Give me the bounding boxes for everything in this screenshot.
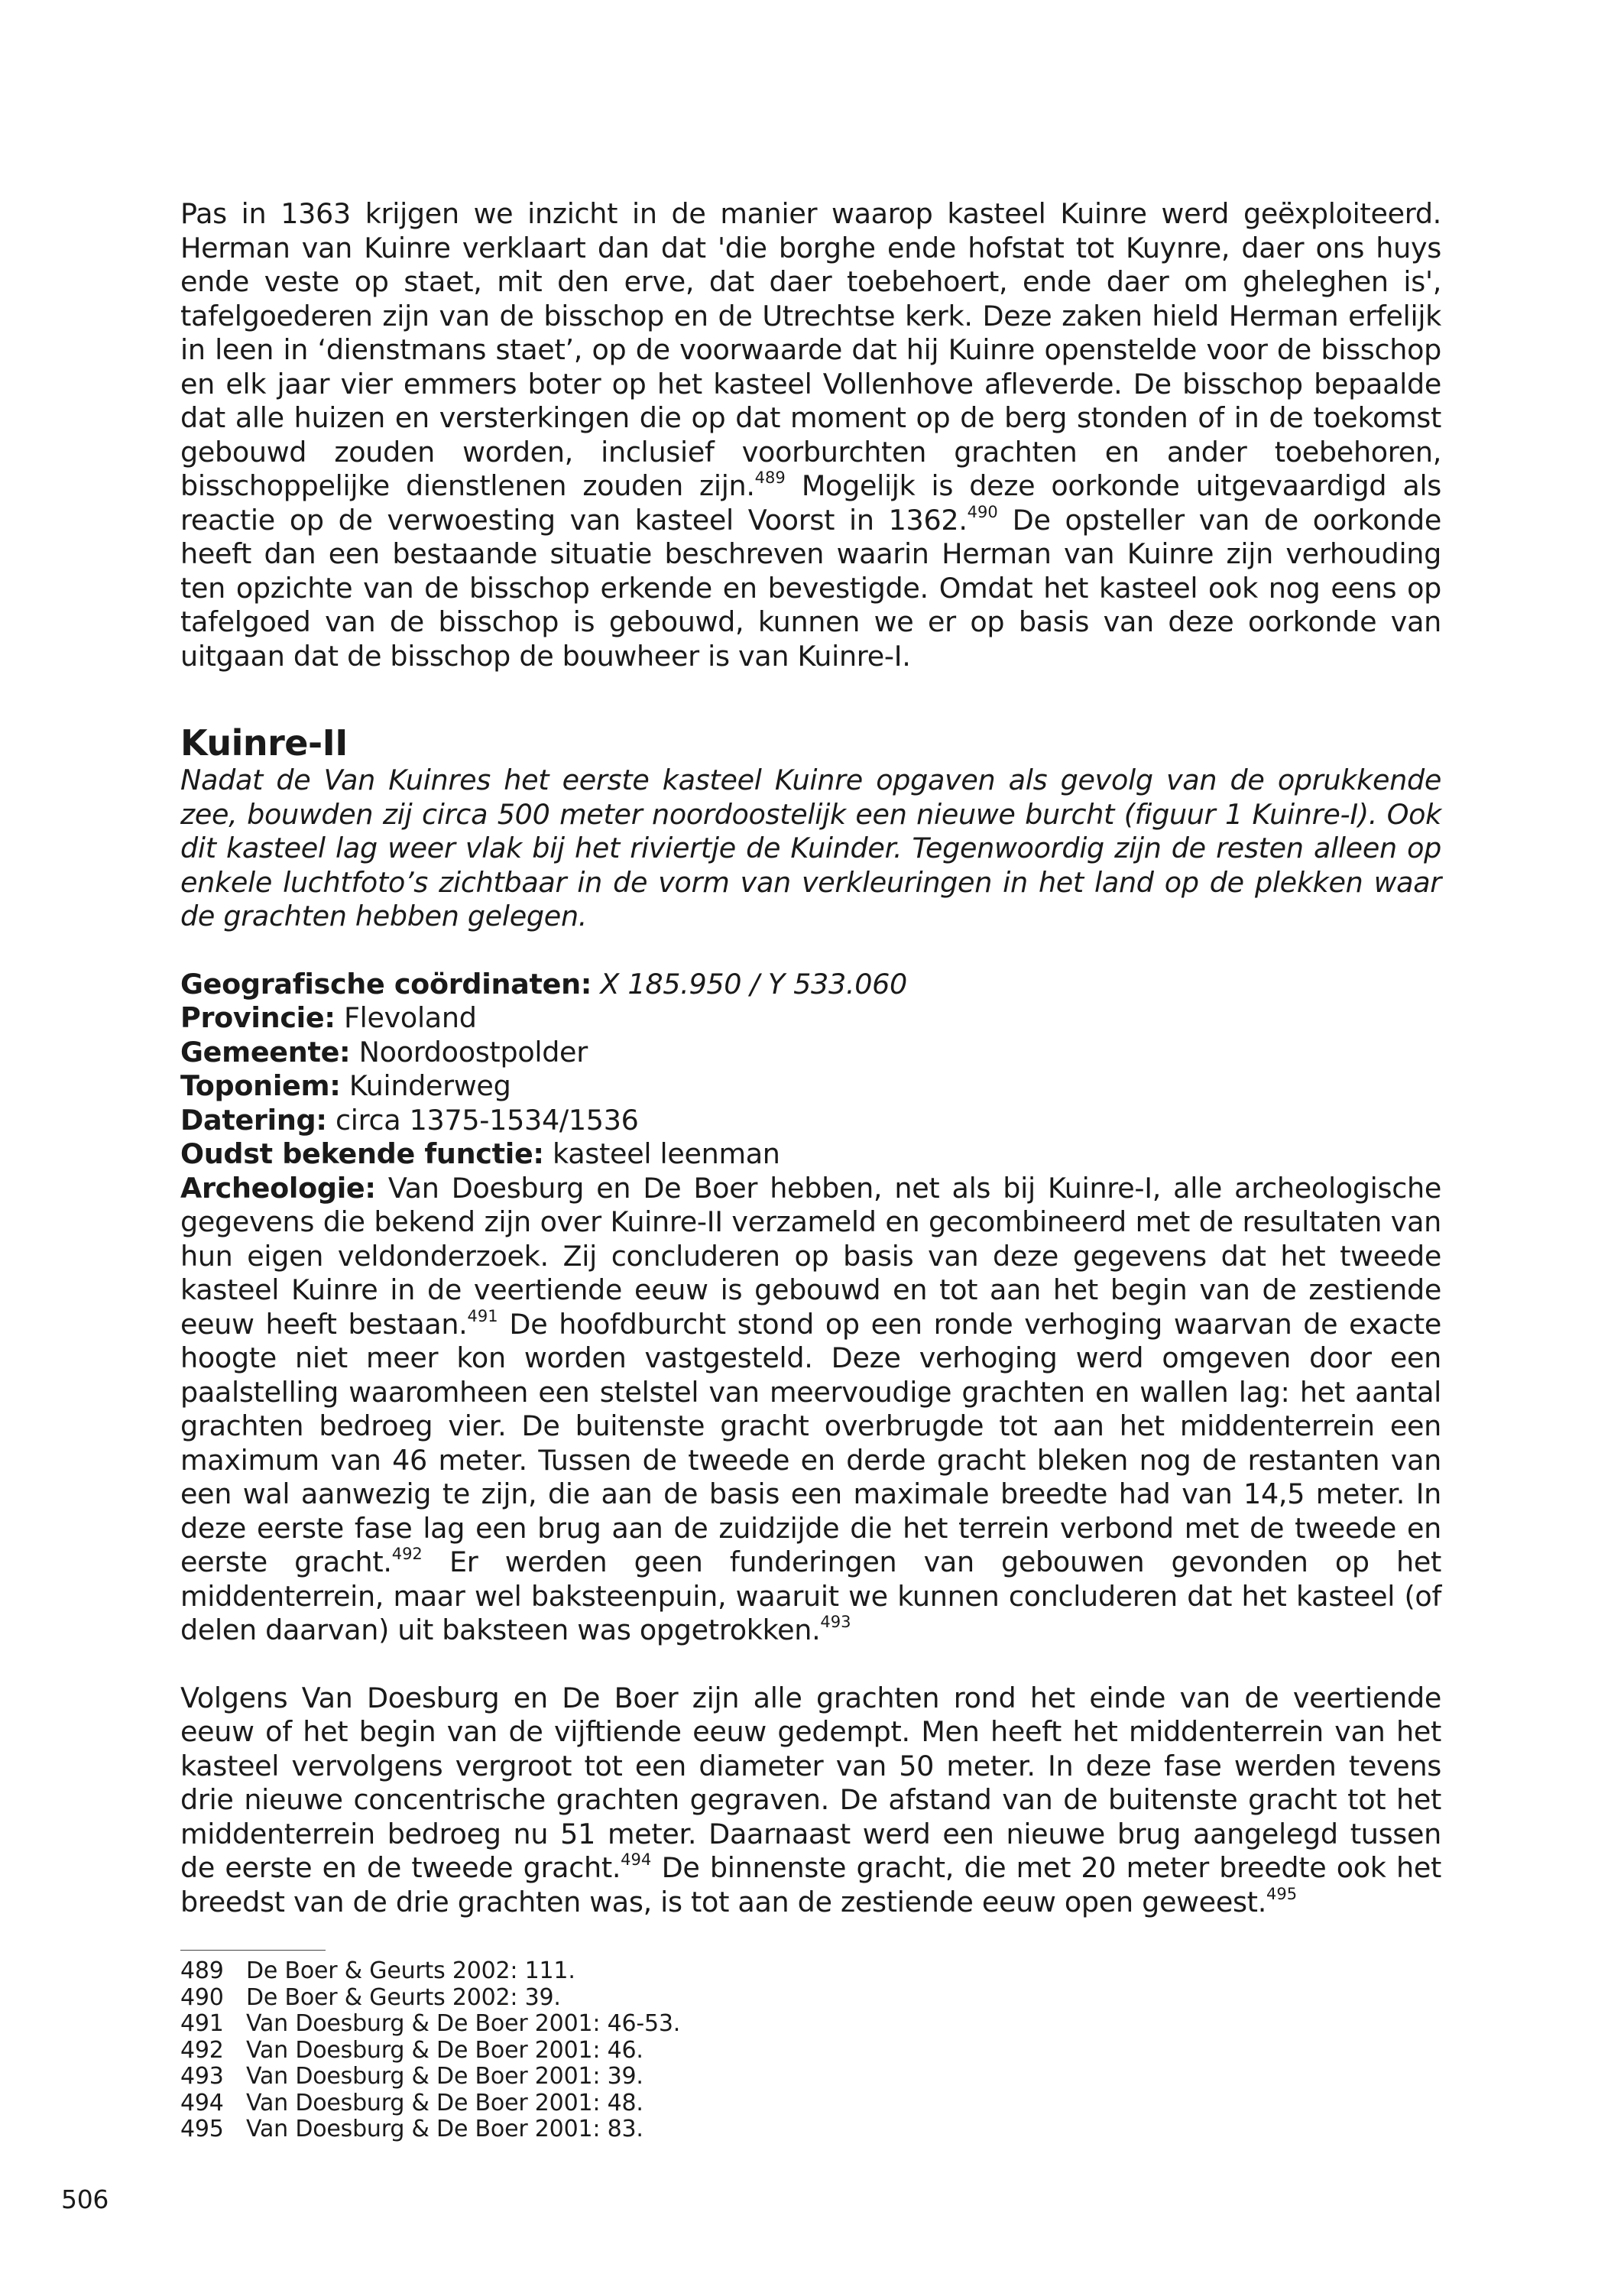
footnote: 490 De Boer & Geurts 2002: 39. bbox=[180, 1983, 561, 2011]
fact-archaeology: Archeologie: Van Doesburg en De Boer hebben, net als bij Kuinre-I, alle archeologische gegevens die bekend zijn over Kuinre-II verzameld en gecombineerd met de resultaten van hun eigen veldonderzoek. Zij concluderen op basis van deze gegevens dat het tweede kasteel Kuinre in de veertiende eeuw is gebouwd en tot aan het begin van de zestiende eeuw heeft bestaan.$^{491}$ De hoofdburcht stond op een ronde verhoging waarvan de exacte hoogte niet meer kon worden vastgesteld. Deze verhoging werd omgeven door een paalstelling waaromheen een stelstel van meervoudige grachten en wallen lag: het aantal grachten bedroeg vier. De buitenste gracht overbrugde tot aan het middenterrein een maximum van 46 meter. Tussen de tweede en derde gracht bleken nog de restanten van een wal aanwezig te zijn, die aan de basis een maximale breedte had van 14,5 meter. In deze eerste fase lag een brug aan de zuidzijde die het terrein verbond met de tweede en eerste gracht.$^{492}$ Er werden geen funderingen van gebouwen gevonden op het middenterrein, maar wel baksteenpuin, waaruit we kunnen concluderen dat het kasteel (of delen daarvan) uit baksteen was opgetrokken.$^{493}$ bbox=[180, 1171, 1441, 1646]
page-content bbox=[180, 197, 1441, 2143]
footnote-list bbox=[180, 1958, 1441, 2143]
footnote: 493 Van Doesburg & De Boer 2001: 39. bbox=[180, 2063, 643, 2090]
section-intro: Nadat de Van Kuinres het eerste kasteel Kuinre opgaven als gevolg van de oprukkende zee, bouwden zij circa 500 meter noordoostelijk een nieuwe burcht (figuur 1 Kuinre-I). Ook dit kasteel lag weer vlak bij het riviertje de Kuinder. Tegenwoordig zijn de resten alleen op enkele luchtfoto’s zichtbaar in de vorm van verkleuringen in het land op de plekken waar de grachten hebben gelegen. bbox=[180, 764, 1441, 932]
footnote: 492 Van Doesburg & De Boer 2001: 46. bbox=[180, 2036, 643, 2064]
footnote: 494 Van Doesburg & De Boer 2001: 48. bbox=[180, 2089, 643, 2116]
footnote-ref[interactable]: 491 bbox=[467, 1306, 498, 1325]
footnote-ref[interactable]: 493 bbox=[820, 1613, 851, 1631]
footnote-ref[interactable]: 489 bbox=[754, 469, 786, 487]
footnote-ref[interactable]: 495 bbox=[1266, 1884, 1298, 1903]
fact-municipality: Gemeente: Noordoostpolder bbox=[180, 1035, 588, 1069]
footnote-ref[interactable]: 494 bbox=[621, 1850, 652, 1869]
paragraph-later-phase: Volgens Van Doesburg en De Boer zijn alle grachten rond het einde van de veertiende eeuw of het begin van de vijftiende eeuw gedempt. Men heeft het middenterrein van het kasteel vervolgens vergroot tot een diameter van 50 meter. In deze fase werden tevens drie nieuwe concentrische grachten gegraven. De afstand van de buitenste gracht tot het middenterrein bedroeg nu 51 meter. Daarnaast werd een nieuwe brug aangelegd tussen de eerste en de tweede gracht.$^{494}$ De binnenste gracht, die met 20 meter breedte ook het breedst van de drie grachten was, is tot aan de zestiende eeuw open geweest.$^{495}$ bbox=[180, 1681, 1441, 1918]
footnote: 489 De Boer & Geurts 2002: 111. bbox=[180, 1957, 575, 1984]
fact-toponym: Toponiem: Kuinderweg bbox=[180, 1069, 511, 1102]
footnote-divider bbox=[180, 1950, 326, 1951]
fact-function: Oudst bekende functie: kasteel leenman bbox=[180, 1137, 780, 1170]
paragraph-exploitation: Pas in 1363 krijgen we inzicht in de manier waarop kasteel Kuinre werd geëxploiteerd. Herman van Kuinre verklaart dan dat 'die borghe ende hofstat tot Kuynre, daer ons huys ende veste op staet, mit den erve, dat daer toebehoert, ende daer om gheleghen is', tafelgoederen zijn van de bisschop en de Utrechtse kerk. Deze zaken hield Herman erfelijk in leen in ‘dienstmans staet’, op de voorwaarde dat hij Kuinre openstelde voor de bisschop en elk jaar vier emmers boter op het kasteel Vollenhove afleverde. De bisschop bepaalde dat alle huizen en versterkingen die op dat moment op de berg stonden of in de toekomst gebouwd zouden worden, inclusief voorburchten grachten en ander toebehoren, bisschoppelijke dienstlenen zouden zijn.$^{489}$ Mogelijk is deze oorkonde uitgevaardigd als reactie op de verwoesting van kasteel Voorst in 1362.$^{490}$ De opsteller van de oorkonde heeft dan een bestaande situatie beschreven waarin Herman van Kuinre zijn verhouding ten opzichte van de bisschop erkende en bevestigde. Omdat het kasteel ook nog eens op tafelgoed van de bisschop is gebouwd, kunnen we er op basis van deze oorkonde van uitgaan dat de bisschop de bouwheer is van Kuinre-I. bbox=[180, 197, 1442, 673]
page-number: 506 bbox=[61, 2184, 109, 2214]
footnote-ref[interactable]: 492 bbox=[391, 1545, 423, 1563]
fact-list bbox=[180, 968, 1441, 1648]
fact-coordinates: Geografische coördinaten: X 185.950 / Y 533.060 bbox=[180, 967, 907, 1001]
fact-province: Provincie: Flevoland bbox=[180, 1001, 477, 1034]
fact-dating: Datering: circa 1375-1534/1536 bbox=[180, 1103, 639, 1137]
section-heading: Kuinre-II bbox=[180, 722, 348, 764]
footnote: 495 Van Doesburg & De Boer 2001: 83. bbox=[180, 2116, 643, 2142]
footnote-ref[interactable]: 490 bbox=[967, 502, 998, 521]
footnote: 491 Van Doesburg & De Boer 2001: 46-53. bbox=[180, 2010, 681, 2037]
